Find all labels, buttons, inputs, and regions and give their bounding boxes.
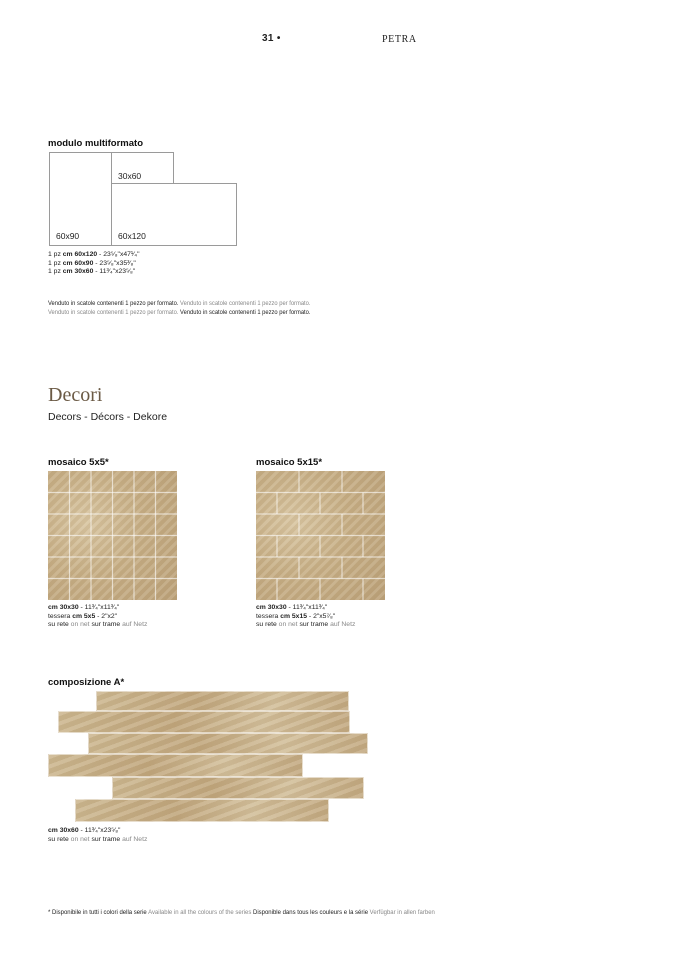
composizione-title: composizione A* (48, 677, 125, 688)
footer-note: * Disponibile in tutti i colori della serie Available in all the colours of the series Disponible dans tous les couleurs e la série Verfügbar in allen farben (48, 909, 435, 916)
plank (112, 777, 364, 799)
page-number: 31 • (262, 33, 281, 44)
mosaico-5x5-specs: cm 30x30 - 11³⁄₄"x11³⁄₄" tessera cm 5x5 - 2"x2" su rete on net sur trame auf Netz (48, 604, 148, 629)
packaging-note: Venduto in scatole contenenti 1 pezzo per formato. Venduto in scatole contenenti 1 pezzo per formato. Venduto in scatole contenenti 1 pezzo per formato. Venduto in scatole contenenti 1 pezzo per formato. (48, 300, 311, 317)
format-60x120-box (111, 183, 237, 246)
format-30x60-box (111, 152, 174, 184)
mosaico-5x5-image (48, 471, 177, 600)
format-30x60-label: 30x60 (118, 171, 142, 181)
format-60x120-label: 60x120 (118, 231, 146, 241)
multiformat-title: modulo multiformato (48, 138, 143, 149)
spec-line-1: 1 pz cm 60x120 - 23⁵⁄₈"x47¹⁄₄" (48, 251, 140, 258)
mosaico-5x5-title: mosaico 5x5* (48, 457, 109, 468)
composizione-specs: cm 30x60 - 11³⁄₄"x23⁵⁄₈" su rete on net sur trame auf Netz (48, 827, 148, 843)
plank (88, 733, 368, 754)
mosaico-5x15-image (256, 471, 385, 600)
format-60x90-label: 60x90 (56, 231, 80, 241)
plank (96, 691, 349, 711)
format-60x90-box (49, 152, 112, 246)
decori-title: Decori (48, 384, 103, 406)
mosaico-5x15-title: mosaico 5x15* (256, 457, 323, 468)
plank (48, 754, 303, 777)
plank (75, 799, 329, 822)
decori-subtitle: Decors - Décors - Dekore (48, 411, 168, 423)
multiformat-specs (48, 251, 140, 277)
plank (58, 711, 350, 733)
grid-5x15 (256, 471, 385, 600)
brand-name: PETRA (382, 34, 417, 45)
grid-5x5 (48, 471, 177, 600)
spec-line-3: 1 pz cm 30x60 - 11³⁄₄"x23⁵⁄₈" (48, 268, 136, 276)
spec-line-2: 1 pz cm 60x90 - 23⁵⁄₈"x35³⁄₈" (48, 259, 136, 267)
composizione-image (48, 691, 368, 823)
mosaico-5x15-specs: cm 30x30 - 11³⁄₄"x11³⁄₄" tessera cm 5x15 - 2"x5⁷⁄₈" su rete on net sur trame auf Netz (256, 604, 356, 629)
header-bullet: • (276, 33, 281, 44)
